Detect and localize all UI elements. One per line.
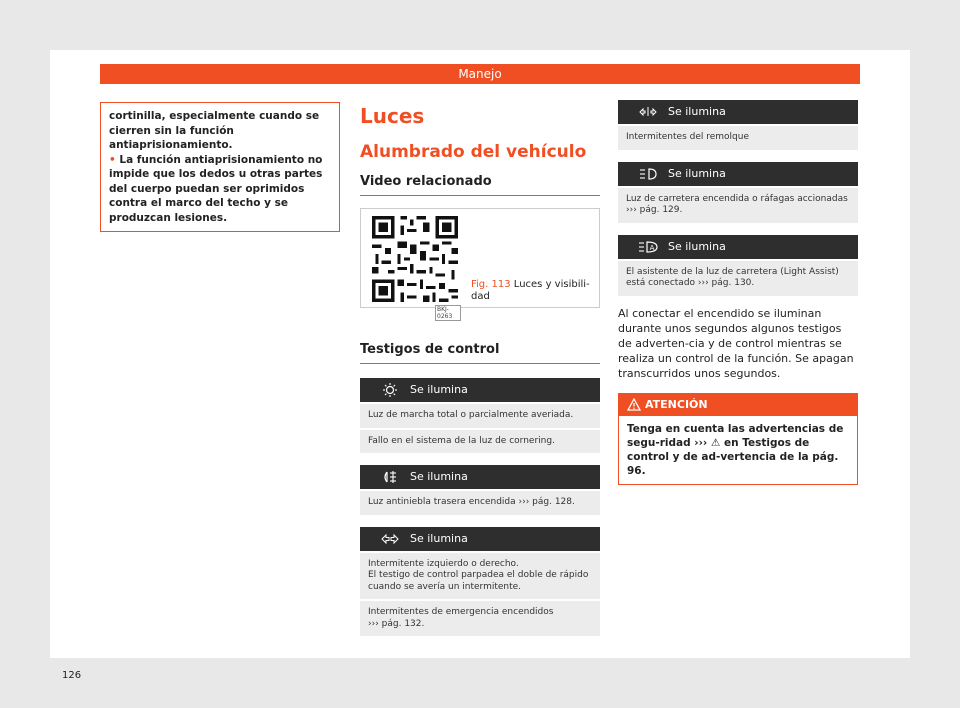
warning-triangle-icon [627, 398, 641, 411]
qr-code-icon[interactable] [369, 213, 461, 320]
warning-block [360, 378, 600, 453]
warning-row: Intermitentes de emergencia encendidos ››› pág. 132. [360, 601, 600, 636]
section-title: Alumbrado del vehículo [360, 142, 587, 162]
warning-header [360, 465, 600, 489]
warning-header [618, 100, 858, 124]
warning-block [360, 527, 600, 637]
warning-row: Intermitentes del remolque [618, 126, 858, 150]
warning-row: Intermitente izquierdo o derecho. El testigo de control parpadea el doble de rápido cuando se avería un intermitente. [360, 553, 600, 600]
warning-label: Se ilumina [668, 105, 726, 118]
note-item-2 [109, 153, 331, 226]
middle-column [360, 102, 600, 636]
warning-header [360, 378, 600, 402]
section-header: Manejo [100, 64, 860, 84]
trailer-signal-icon [628, 104, 668, 120]
attention-title: ATENCIÓN [645, 397, 708, 411]
warning-label: Se ilumina [410, 383, 468, 396]
warning-block [618, 162, 858, 223]
video-heading: Video relacionado [360, 174, 600, 196]
warning-block [618, 100, 858, 150]
warning-row: El asistente de la luz de carretera (Light Assist) está conectado ››› pág. 130. [618, 261, 858, 296]
svg-text:A: A [649, 243, 655, 252]
figure-number: Fig. 113 [471, 279, 511, 290]
warning-row: Luz antiniebla trasera encendida ››› pág. 128. [360, 491, 600, 515]
attention-header [619, 394, 857, 416]
warning-row: Fallo en el sistema de la luz de cornering. [360, 430, 600, 454]
bullet-icon: • [109, 153, 116, 166]
light-assist-icon [628, 239, 668, 255]
turn-signal-icon [370, 531, 410, 547]
high-beam-icon [628, 166, 668, 182]
rear-fog-icon [370, 469, 410, 485]
attention-box [618, 393, 858, 485]
warning-header [618, 162, 858, 186]
warning-row: Luz de marcha total o parcialmente averiada. [360, 404, 600, 428]
testigos-heading: Testigos de control [360, 342, 600, 364]
warning-header [618, 235, 858, 259]
left-column [100, 102, 340, 232]
body-paragraph: Al conectar el encendido se iluminan durante unos segundos algunos testigos de adverten-cia y de control mientras se realiza un control de la función. Se apagan transcurridos unos segundos. [618, 306, 854, 380]
warning-row: Luz de carretera encendida o ráfagas accionadas ››› pág. 129. [618, 188, 858, 223]
page-title: Luces [360, 104, 425, 128]
note-text-1: cortinilla, especialmente cuando se cierren sin la función antiaprisionamiento. [109, 110, 320, 151]
warning-label: Se ilumina [410, 531, 468, 545]
note-box [100, 102, 340, 232]
warning-label: Se ilumina [410, 470, 468, 483]
warning-label: Se ilumina [668, 166, 726, 180]
sun-warning-icon [370, 382, 410, 398]
right-column [618, 100, 858, 485]
figure-code: BKJ-0263 [435, 305, 461, 321]
warning-block [618, 235, 858, 296]
figure-caption-text: Luces y visibili-dad [471, 279, 590, 302]
note-text-2: La función antiaprisionamiento no impide que los dedos u otras partes del cuerpo puedan ser oprimidos contra el marco del techo y se produzcan lesiones. [109, 153, 323, 224]
page [50, 50, 910, 681]
attention-body: Tenga en cuenta las advertencias de segu-ridad ››› ⚠ en Testigos de control y de ad-vertencia de la pág. 96. [627, 422, 844, 477]
figure-box [360, 208, 600, 320]
figure-caption [471, 279, 591, 303]
page-number: 126 [62, 670, 82, 681]
warning-block [360, 465, 600, 515]
warning-header [360, 527, 600, 551]
warning-label: Se ilumina [668, 239, 726, 253]
